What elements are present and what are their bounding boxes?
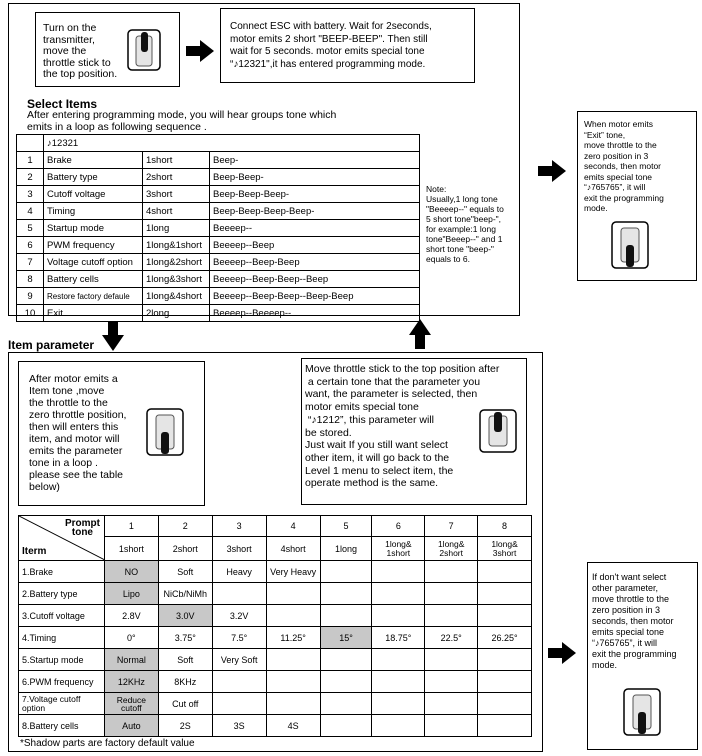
param-value xyxy=(320,715,372,737)
param-value xyxy=(212,583,266,605)
item-name: Restore factory defaule xyxy=(44,288,143,305)
param-value xyxy=(372,649,425,671)
param-value xyxy=(372,583,425,605)
param-value xyxy=(320,649,372,671)
move-throttle-text: Move throttle stick to the top position after a certain tone that the parameter you want, the parameter is selected, then motor emits special tone “♪1212”, this parameter will be stored. Just wait If you still want select other item, it will go back to the Level 1 menu to select item, the operate method is the same. xyxy=(305,363,500,490)
corner-tone: tone xyxy=(71,527,93,538)
corner-cell xyxy=(19,516,105,561)
dont-want-text: If don't want select other parameter, move throttle to the zero position in 3 seconds, then motor emits special tone “♪765765”, it will exit the programming mode. xyxy=(592,572,677,670)
item-name: Startup mode xyxy=(44,220,143,237)
param-label: 1.Brake xyxy=(19,561,105,583)
arrow-right-icon xyxy=(548,642,576,664)
table-row xyxy=(17,254,420,271)
item-tone: Beeeep--Beep-Beep xyxy=(210,254,420,271)
item-number: 4 xyxy=(17,203,44,220)
col-number: 4 xyxy=(266,516,320,537)
param-value xyxy=(266,693,320,715)
item-number: 10 xyxy=(17,305,44,322)
param-value: NiCb/NiMh xyxy=(158,583,212,605)
item-code: 3short xyxy=(143,186,210,203)
throttle-down-icon xyxy=(622,686,662,738)
col-tone: 1long& 3short xyxy=(478,537,532,561)
connect-esc-box xyxy=(220,8,475,83)
param-value: 3.0V xyxy=(158,605,212,627)
table-row xyxy=(19,693,532,715)
item-name: Voltage cutoff option xyxy=(44,254,143,271)
item-number: 5 xyxy=(17,220,44,237)
param-value xyxy=(320,605,372,627)
param-value xyxy=(425,649,478,671)
col-tone: 4short xyxy=(266,537,320,561)
param-value: Soft xyxy=(158,649,212,671)
param-value xyxy=(425,671,478,693)
col-tone: 2short xyxy=(158,537,212,561)
item-parameter-table xyxy=(18,515,532,737)
col-tone: 1long& 1short xyxy=(372,537,425,561)
item-code: 1short xyxy=(143,152,210,169)
col-number: 3 xyxy=(212,516,266,537)
param-value xyxy=(266,649,320,671)
table-row xyxy=(17,152,420,169)
param-value: Soft xyxy=(158,561,212,583)
col-number: 8 xyxy=(478,516,532,537)
col-number: 5 xyxy=(320,516,372,537)
col-tone: 1short xyxy=(104,537,158,561)
param-label: 3.Cutoff voltage xyxy=(19,605,105,627)
col-tone: 3short xyxy=(212,537,266,561)
move-throttle-box xyxy=(301,358,527,505)
param-value: 3.75° xyxy=(158,627,212,649)
item-number: 6 xyxy=(17,237,44,254)
arrow-right-icon xyxy=(186,40,214,62)
col-tone: 1long& 2short xyxy=(425,537,478,561)
throttle-up-icon xyxy=(126,26,162,74)
select-items-intro: After entering programming mode, you will hear groups tone which emits in a loop as following sequence . xyxy=(27,109,337,133)
param-value: NO xyxy=(104,561,158,583)
item-tone: Beeeep--Beep-Beep--Beep xyxy=(210,271,420,288)
param-value xyxy=(372,693,425,715)
param-value: 8KHz xyxy=(158,671,212,693)
item-number: 2 xyxy=(17,169,44,186)
param-value: Heavy xyxy=(212,561,266,583)
param-value: 4S xyxy=(266,715,320,737)
exit-tone-box xyxy=(577,111,697,281)
throttle-down-icon xyxy=(610,219,650,271)
item-code: 2long xyxy=(143,305,210,322)
table-row xyxy=(17,305,420,322)
col-number: 7 xyxy=(425,516,478,537)
item-number: 9 xyxy=(17,288,44,305)
item-code: 1long&2short xyxy=(143,254,210,271)
item-code: 2short xyxy=(143,169,210,186)
exit-tone-text: When motor emits “Exit” tone, move throttle to the zero position in 3 seconds, then motor emits special tone “♪765765”, it will exit the programming mode. xyxy=(584,119,664,213)
param-value xyxy=(320,561,372,583)
corner-item: Iterm xyxy=(22,546,47,557)
arrow-right-icon xyxy=(538,160,566,182)
table-row xyxy=(19,583,532,605)
param-header-row xyxy=(19,516,532,537)
table-cell: ♪12321 xyxy=(44,135,420,152)
item-number: 1 xyxy=(17,152,44,169)
turn-on-text: Turn on the transmitter, move the throttle stick to the top position. xyxy=(43,22,118,80)
item-number: 8 xyxy=(17,271,44,288)
param-value: Very Soft xyxy=(212,649,266,671)
item-tone: Beeeep--Beep-Beep--Beep-Beep xyxy=(210,288,420,305)
item-code: 1long&4short xyxy=(143,288,210,305)
note-text: Note: Usually,1 long tone "Beeeep--" equals to 5 short tone"beep-", for example:1 long tone"Beeep--" and 1 short tone "beep-" equals to 6. xyxy=(426,184,504,264)
select-items-header-row xyxy=(17,135,420,152)
item-code: 1long xyxy=(143,220,210,237)
param-value xyxy=(478,605,532,627)
param-label: 5.Startup mode xyxy=(19,649,105,671)
col-number: 2 xyxy=(158,516,212,537)
table-row xyxy=(17,186,420,203)
after-motor-text: After motor emits a Item tone ,move the throttle to the zero throttle position, then will enters this item, and motor will emits the parameter tone in a loop . please see the table below) xyxy=(29,373,127,493)
param-value: 15° xyxy=(320,627,372,649)
corner-prompt: Prompt xyxy=(64,518,100,529)
param-value xyxy=(372,605,425,627)
throttle-down-icon xyxy=(145,406,185,458)
table-row xyxy=(17,169,420,186)
select-items-title: Select Items xyxy=(27,97,98,111)
item-tone: Beep- xyxy=(210,152,420,169)
item-name: Cutoff voltage xyxy=(44,186,143,203)
param-value xyxy=(425,605,478,627)
item-tone: Beeeep-- xyxy=(210,220,420,237)
param-value xyxy=(425,561,478,583)
param-value xyxy=(372,715,425,737)
param-label: 2.Battery type xyxy=(19,583,105,605)
param-value xyxy=(478,693,532,715)
param-value xyxy=(212,693,266,715)
table-row xyxy=(19,605,532,627)
table-row xyxy=(17,203,420,220)
param-value xyxy=(320,671,372,693)
connect-esc-text: Connect ESC with battery. Wait for 2seconds, motor emits 2 short "BEEP-BEEP". Then still wait for 5 seconds. motor emits special tone “♪12321",it has entered programming mode. xyxy=(230,21,432,70)
param-value xyxy=(320,583,372,605)
param-value xyxy=(478,649,532,671)
param-value xyxy=(425,715,478,737)
param-value: Lipo xyxy=(104,583,158,605)
arrow-up-icon xyxy=(409,319,431,349)
table-row xyxy=(17,220,420,237)
param-value: 26.25° xyxy=(478,627,532,649)
item-tone: Beep-Beep-Beep-Beep- xyxy=(210,203,420,220)
col-tone: 1long xyxy=(320,537,372,561)
after-motor-emits-box xyxy=(18,361,205,506)
table-row xyxy=(19,627,532,649)
param-value xyxy=(478,715,532,737)
col-number: 1 xyxy=(104,516,158,537)
select-items-table xyxy=(16,134,420,322)
item-name: Exit xyxy=(44,305,143,322)
item-name: Battery cells xyxy=(44,271,143,288)
param-value: 7.5° xyxy=(212,627,266,649)
item-number: 7 xyxy=(17,254,44,271)
table-row xyxy=(19,715,532,737)
col-number: 6 xyxy=(372,516,425,537)
param-value xyxy=(266,605,320,627)
table-row xyxy=(19,561,532,583)
param-value xyxy=(425,583,478,605)
param-value: Very Heavy xyxy=(266,561,320,583)
item-code: 1long&3short xyxy=(143,271,210,288)
footnote: *Shadow parts are factory default value xyxy=(20,738,195,749)
param-value: 11.25° xyxy=(266,627,320,649)
table-row xyxy=(19,671,532,693)
param-value xyxy=(372,671,425,693)
item-tone: Beeeep--Beep xyxy=(210,237,420,254)
item-code: 1long&1short xyxy=(143,237,210,254)
param-label: 8.Battery cells xyxy=(19,715,105,737)
turn-on-transmitter-box xyxy=(35,12,180,87)
table-row xyxy=(17,288,420,305)
param-value xyxy=(212,671,266,693)
param-value: Cut off xyxy=(158,693,212,715)
param-value xyxy=(478,561,532,583)
item-name: Battery type xyxy=(44,169,143,186)
param-value xyxy=(372,561,425,583)
param-value: Auto xyxy=(104,715,158,737)
item-tone: Beep-Beep-Beep- xyxy=(210,186,420,203)
item-tone: Beeeep--Beeeep-- xyxy=(210,305,420,322)
param-value: 0° xyxy=(104,627,158,649)
item-tone: Beep-Beep- xyxy=(210,169,420,186)
table-row xyxy=(19,649,532,671)
param-value xyxy=(478,583,532,605)
throttle-up-icon xyxy=(478,407,518,455)
item-name: Timing xyxy=(44,203,143,220)
item-parameter-title: Item parameter xyxy=(8,338,95,352)
param-value: 2S xyxy=(158,715,212,737)
param-value: 18.75° xyxy=(372,627,425,649)
table-cell xyxy=(17,135,44,152)
table-row xyxy=(17,271,420,288)
item-name: Brake xyxy=(44,152,143,169)
arrow-down-icon xyxy=(102,321,124,351)
param-value xyxy=(266,583,320,605)
param-value xyxy=(266,671,320,693)
param-value: 22.5° xyxy=(425,627,478,649)
param-label: 7.Voltage cutoff option xyxy=(19,693,105,715)
param-value: 2.8V xyxy=(104,605,158,627)
item-code: 4short xyxy=(143,203,210,220)
item-number: 3 xyxy=(17,186,44,203)
param-label: 6.PWM frequency xyxy=(19,671,105,693)
param-value xyxy=(478,671,532,693)
param-label: 4.Timing xyxy=(19,627,105,649)
param-value xyxy=(320,693,372,715)
param-value: Normal xyxy=(104,649,158,671)
param-value: 3S xyxy=(212,715,266,737)
param-value xyxy=(425,693,478,715)
table-row xyxy=(17,237,420,254)
item-name: PWM frequency xyxy=(44,237,143,254)
param-value: 3.2V xyxy=(212,605,266,627)
dont-want-box xyxy=(587,562,698,750)
param-value: Reduce cutoff xyxy=(104,693,158,715)
param-value: 12KHz xyxy=(104,671,158,693)
